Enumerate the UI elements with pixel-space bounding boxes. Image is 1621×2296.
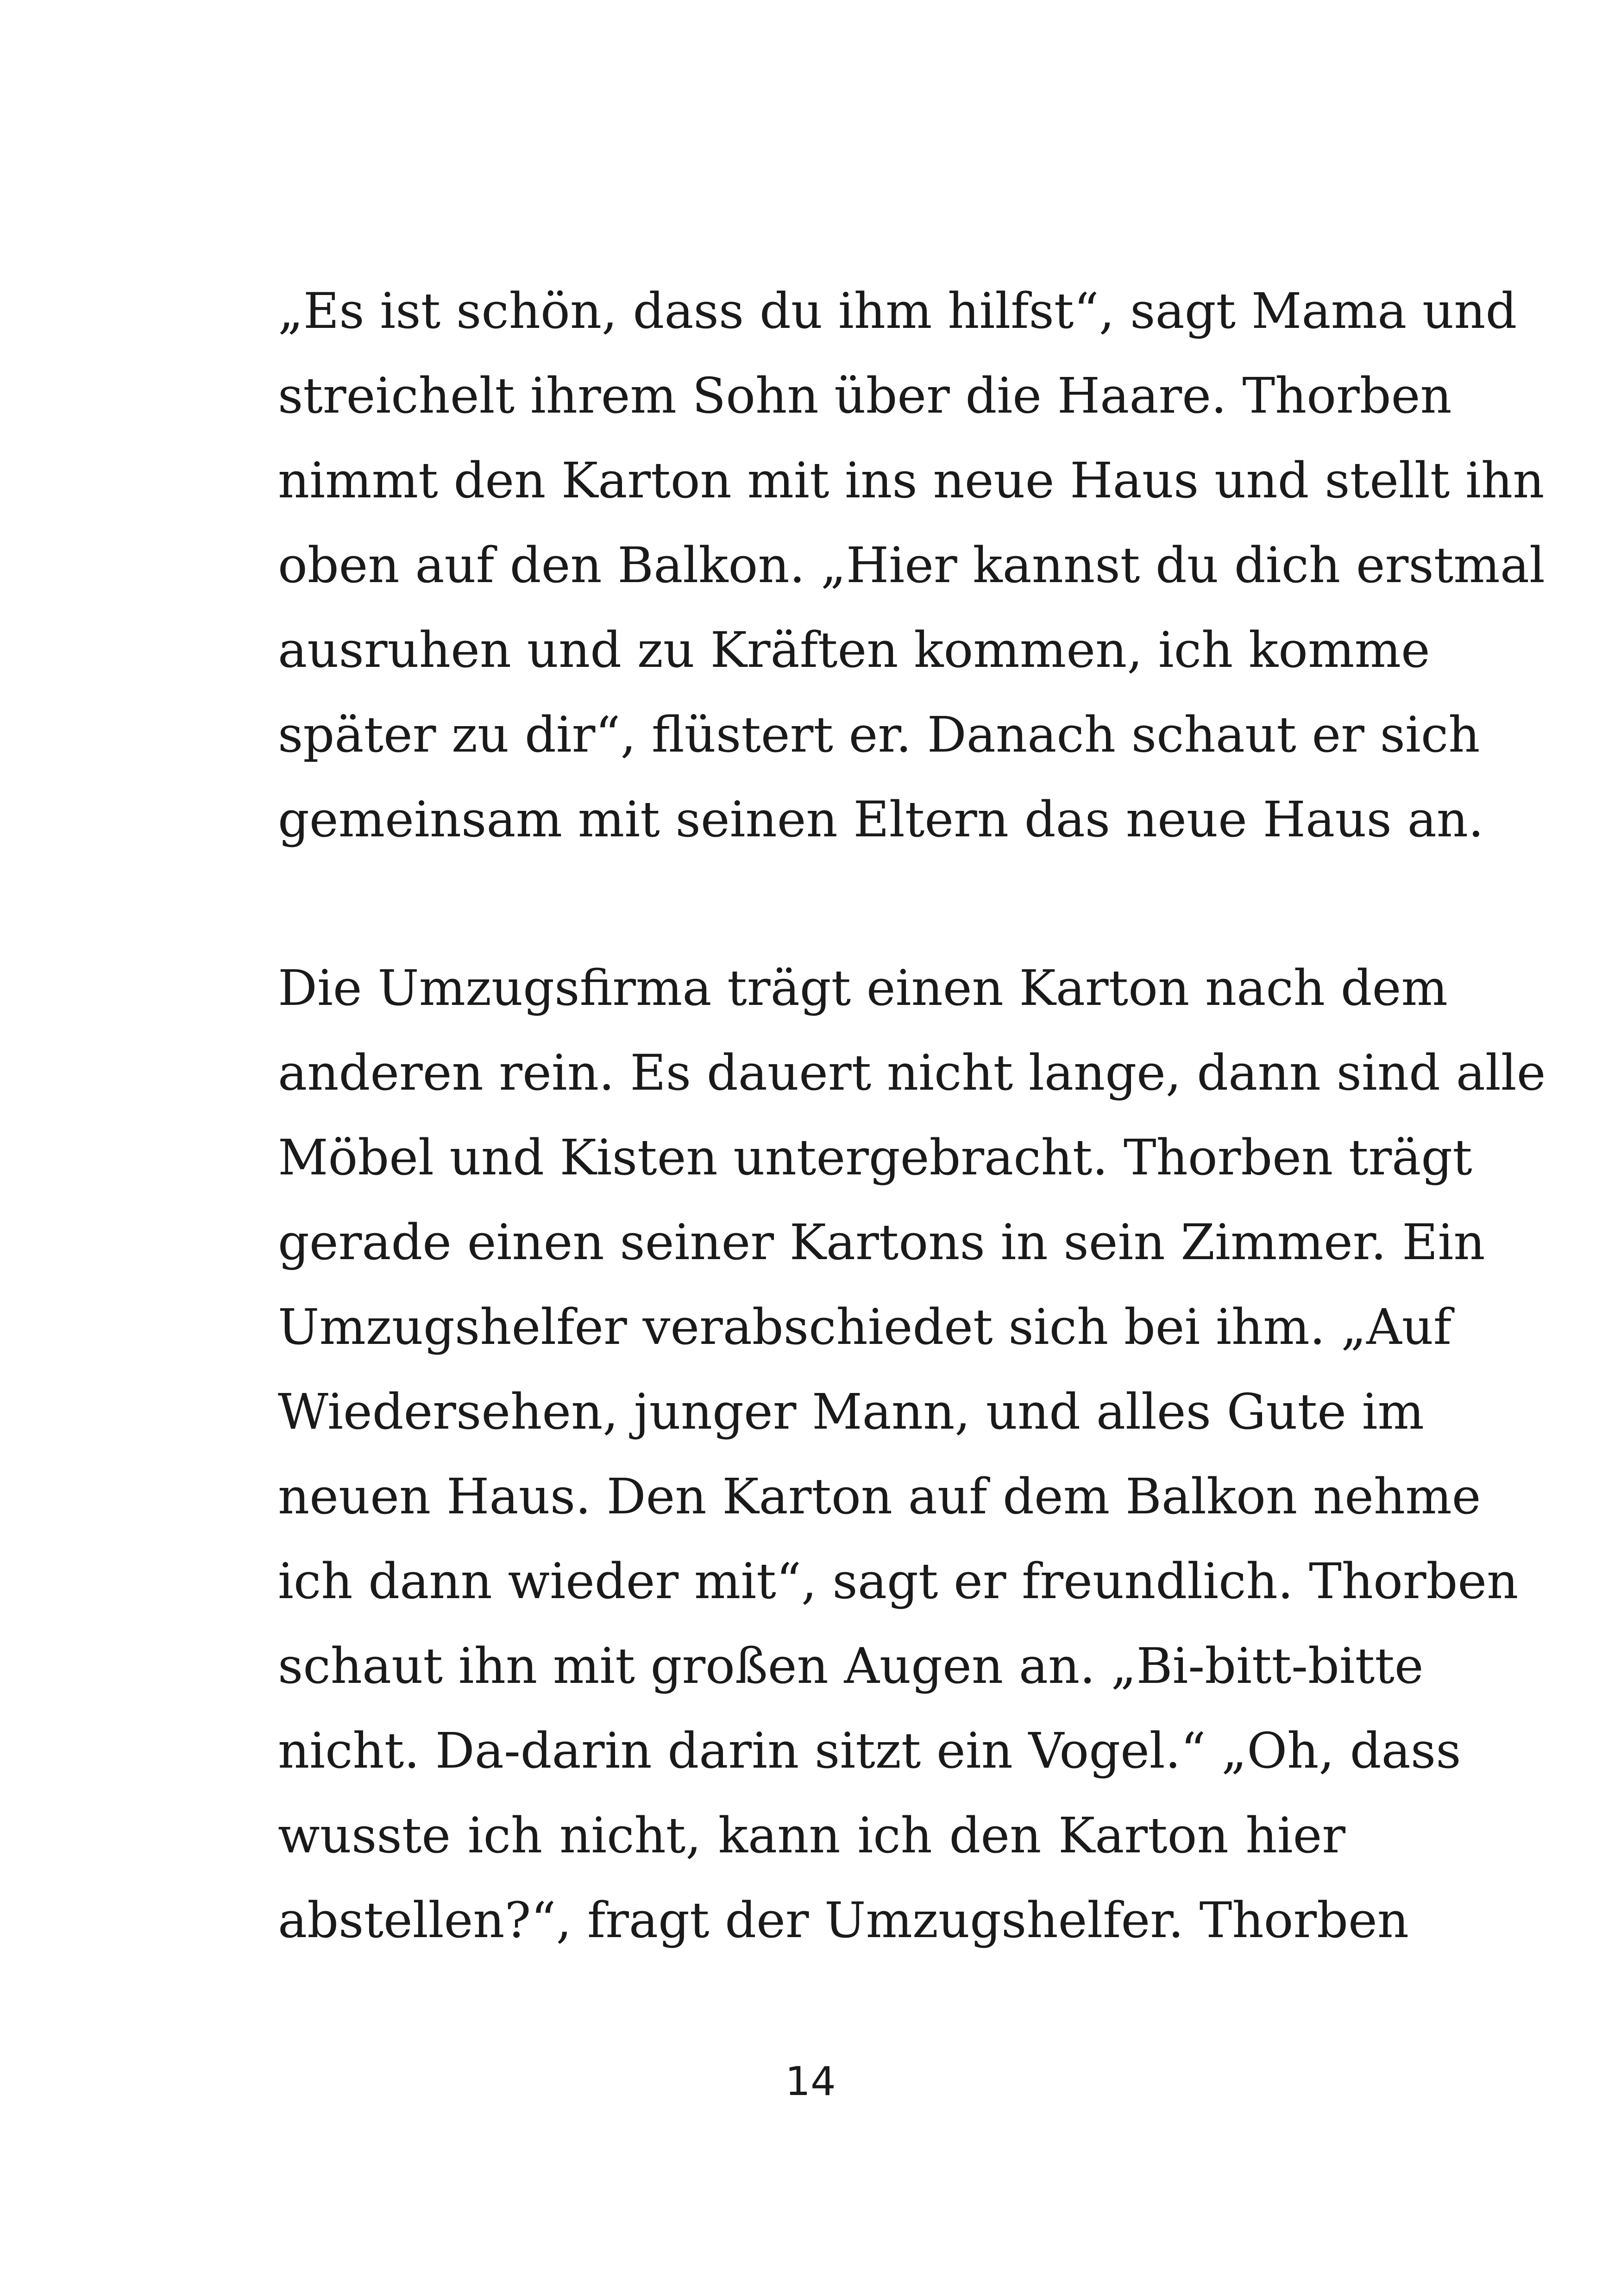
text-line: gemeinsam mit seinen Eltern das neue Haus an. [278, 791, 1484, 848]
text-line: gerade einen seiner Kartons in sein Zimmer. Ein [278, 1214, 1485, 1271]
text-line: Wiedersehen, junger Mann, und alles Gute im [278, 1383, 1425, 1440]
text-line: oben auf den Balkon. „Hier kannst du dich erstmal [278, 537, 1545, 594]
text-line: abstellen?“, fragt der Umzugshelfer. Thorben [278, 1892, 1409, 1949]
text-line: wusste ich nicht, kann ich den Karton hier [278, 1807, 1345, 1864]
text-line: Die Umzugsfirma trägt einen Karton nach dem [278, 960, 1448, 1016]
paragraph-2 [278, 946, 1546, 1963]
text-line: streichelt ihrem Sohn über die Haare. Thorben [278, 367, 1452, 424]
text-line: ich dann wieder mit“, sagt er freundlich. Thorben [278, 1553, 1519, 1610]
text-line: ausruhen und zu Kräften kommen, ich komme [278, 621, 1430, 678]
text-line: Möbel und Kisten untergebracht. Thorben trägt [278, 1129, 1472, 1186]
text-line: „Es ist schön, dass du ihm hilfst“, sagt Mama und [278, 282, 1517, 339]
text-line: schaut ihn mit großen Augen an. „Bi-bitt-bitte [278, 1637, 1424, 1694]
text-line: anderen rein. Es dauert nicht lange, dann sind alle [278, 1044, 1546, 1101]
paragraph-1 [278, 269, 1545, 862]
text-line: nicht. Da-darin darin sitzt ein Vogel.“ „Oh, dass [278, 1722, 1461, 1779]
text-line: neuen Haus. Den Karton auf dem Balkon nehme [278, 1468, 1481, 1525]
text-line: später zu dir“, flüstert er. Danach schaut er sich [278, 706, 1480, 763]
text-line: nimmt den Karton mit ins neue Haus und stellt ihn [278, 452, 1545, 509]
text-line: Umzugshelfer verabschiedet sich bei ihm. „Auf [278, 1299, 1452, 1355]
page-number: 14 [785, 2058, 836, 2105]
